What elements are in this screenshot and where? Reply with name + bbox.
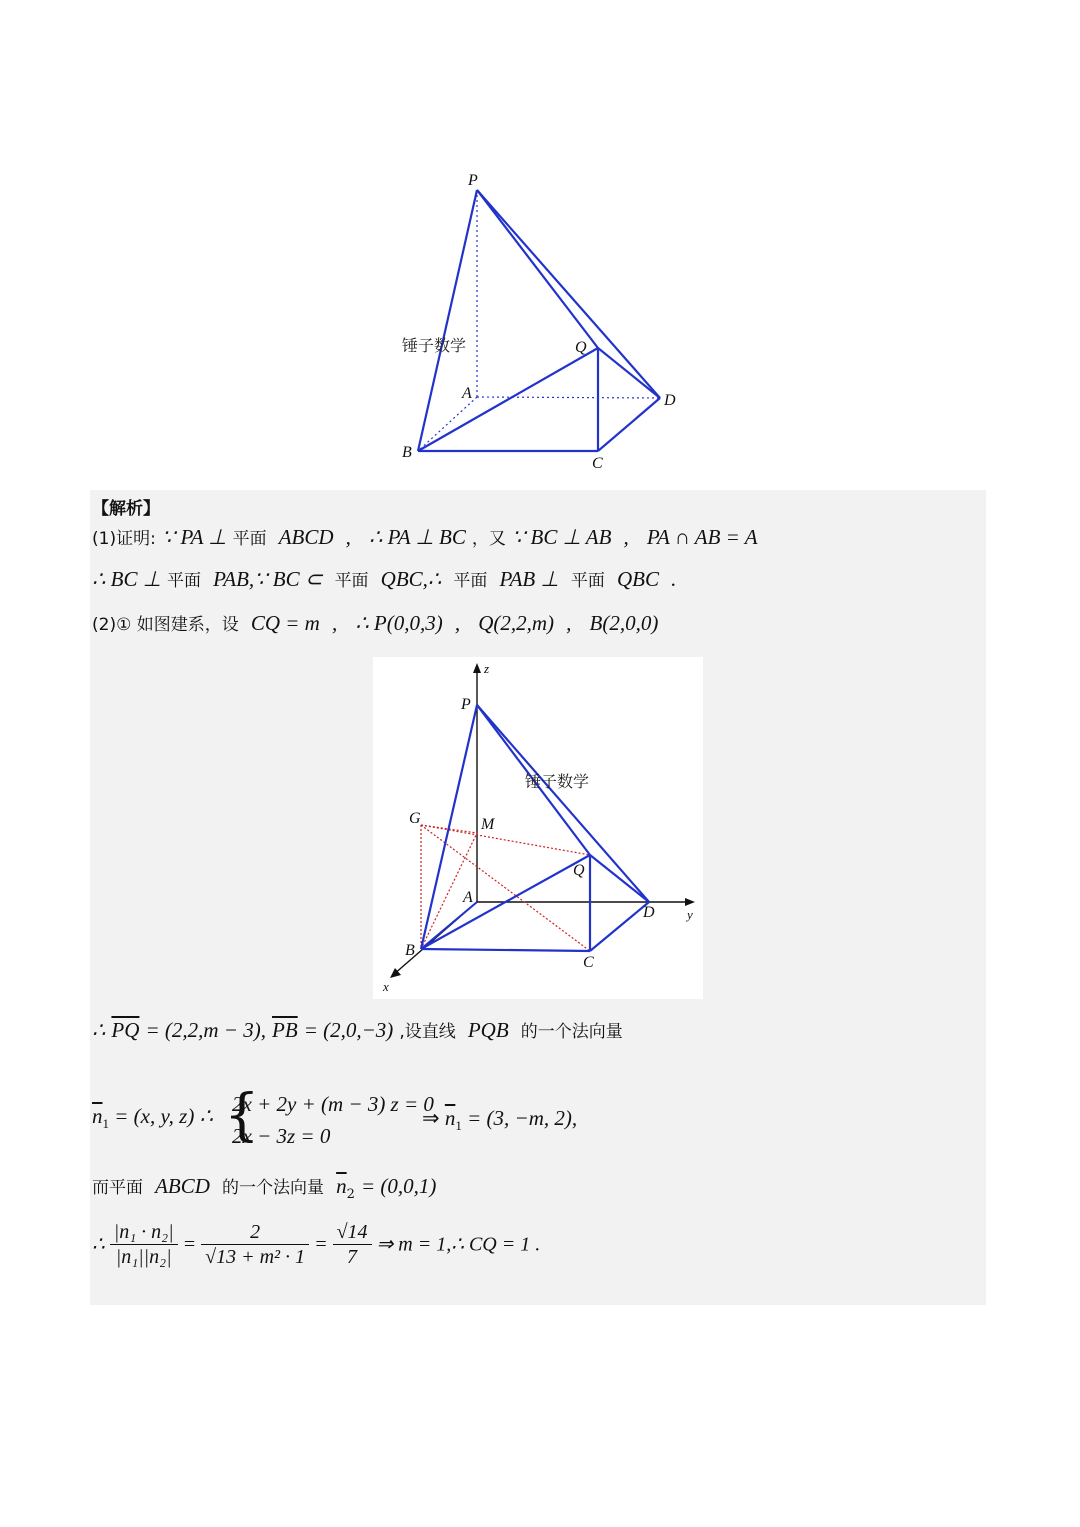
edge-pq bbox=[477, 190, 598, 348]
math: QBC,∴ bbox=[380, 567, 442, 591]
edge-qd bbox=[598, 348, 660, 398]
text: 的一个法向量 bbox=[520, 1022, 623, 1042]
therefore: ∴ bbox=[92, 1233, 105, 1256]
text: ,设直线 bbox=[399, 1022, 456, 1042]
label-d: D bbox=[643, 904, 655, 921]
text: 平面 bbox=[232, 529, 267, 549]
text: 平面 bbox=[453, 571, 488, 591]
numerator: 2 bbox=[201, 1222, 309, 1245]
label-b: B bbox=[405, 942, 415, 959]
edge-ad bbox=[477, 397, 660, 398]
text: 而平面 bbox=[92, 1178, 143, 1198]
math: ∵ PA ⊥ bbox=[161, 525, 227, 549]
edge-qd bbox=[590, 855, 649, 902]
math: , bbox=[331, 611, 338, 635]
equals: = bbox=[314, 1233, 328, 1256]
text: 平面 bbox=[334, 571, 369, 591]
math: PQB bbox=[467, 1018, 509, 1042]
math: = (3, −m, 2), bbox=[467, 1106, 578, 1130]
numerator: |n₁ · n₂| bbox=[110, 1222, 178, 1245]
edge-cd bbox=[590, 902, 649, 951]
math: ∵ BC ⊥ AB bbox=[511, 525, 612, 549]
math: PA ∩ AB = A bbox=[646, 525, 758, 549]
fraction-1 bbox=[110, 1222, 178, 1267]
edge-pb bbox=[418, 190, 477, 451]
z-arrow bbox=[473, 663, 481, 673]
proof-line-2 bbox=[92, 569, 676, 590]
math: PAB,∵ BC ⊂ bbox=[213, 567, 323, 591]
result: ⇒ m = 1,∴ CQ = 1 bbox=[376, 1233, 531, 1256]
text: 平面 bbox=[570, 571, 605, 591]
denominator: √13 + m² · 1 bbox=[205, 1246, 306, 1268]
math: = (2,0,−3) bbox=[303, 1018, 394, 1042]
vector-pb: $\overline{PB}$ bbox=[272, 1018, 298, 1042]
numerator: √14 bbox=[333, 1222, 372, 1245]
math: , bbox=[566, 611, 572, 635]
label-q: Q bbox=[575, 339, 587, 356]
plane-normal-line bbox=[92, 1176, 436, 1201]
math: = (2,2,m − 3), bbox=[145, 1018, 266, 1042]
subscript: 2 bbox=[346, 1186, 355, 1202]
pyramid-figure bbox=[380, 160, 710, 480]
denominator: 7 bbox=[347, 1246, 358, 1268]
text: 的一个法向量 bbox=[222, 1178, 325, 1198]
label-a: A bbox=[463, 889, 473, 906]
fraction-3 bbox=[333, 1222, 372, 1267]
label-c: C bbox=[583, 954, 594, 971]
equation-1: 2x + 2y + (m − 3) z = 0 bbox=[232, 1092, 434, 1116]
edge-ab bbox=[418, 397, 477, 451]
y-arrow bbox=[685, 898, 695, 906]
label-c: C bbox=[592, 455, 603, 472]
label-p: P bbox=[468, 172, 478, 189]
vector-line bbox=[92, 1020, 623, 1041]
watermark: 锤子数学 bbox=[402, 336, 467, 355]
label-d: D bbox=[664, 392, 676, 409]
math: ABCD bbox=[278, 525, 334, 549]
brace: { bbox=[224, 1083, 260, 1148]
math: QBC bbox=[616, 567, 659, 591]
implies: ⇒ bbox=[422, 1106, 440, 1130]
math: , bbox=[345, 525, 351, 549]
label-y: y bbox=[687, 907, 693, 922]
math: B(2,0,0) bbox=[589, 611, 659, 635]
label-g: G bbox=[409, 810, 421, 827]
fraction-2 bbox=[201, 1222, 309, 1267]
math: , bbox=[454, 611, 461, 635]
edge-pd bbox=[477, 705, 649, 902]
label-m: M bbox=[481, 816, 495, 833]
text: ，又 bbox=[471, 529, 506, 549]
math: Q(2,2,m) bbox=[478, 611, 555, 635]
part-label: (1)证明: bbox=[92, 529, 156, 549]
edge-bq bbox=[418, 348, 598, 451]
math: = (0,0,1) bbox=[360, 1174, 437, 1198]
math: = (x, y, z) ∴ bbox=[114, 1104, 213, 1128]
math: ∴ PA ⊥ BC bbox=[369, 525, 466, 549]
solution-heading: 【解析】 bbox=[92, 499, 160, 519]
label-p: P bbox=[461, 696, 471, 713]
math: , bbox=[623, 525, 629, 549]
equals: = bbox=[182, 1233, 197, 1256]
label-x: x bbox=[383, 979, 389, 994]
label-q: Q bbox=[573, 862, 585, 879]
subscript: 1 bbox=[102, 1116, 109, 1132]
n1-definition bbox=[92, 1104, 213, 1132]
math: ∴ bbox=[92, 1018, 106, 1042]
text: 平面 bbox=[167, 571, 202, 591]
math: PAB ⊥ bbox=[499, 567, 559, 591]
math: ∴ BC ⊥ bbox=[92, 567, 161, 591]
vector-n1: $\overline{n}$ bbox=[444, 1106, 456, 1130]
solution-line-3 bbox=[92, 613, 658, 634]
proof-line-1 bbox=[92, 527, 758, 548]
vector-n2: $\overline{n}$ bbox=[336, 1174, 347, 1198]
text: (2)① 如图建系，设 bbox=[92, 615, 239, 635]
coordinate-figure bbox=[373, 657, 703, 999]
edge-bc bbox=[421, 949, 590, 951]
cosine-line bbox=[92, 1222, 540, 1267]
label-z: z bbox=[484, 661, 490, 676]
label-b: B bbox=[402, 444, 412, 461]
math: ∴ P(0,0,3) bbox=[355, 611, 443, 635]
n1-result bbox=[422, 1106, 577, 1134]
label-a: A bbox=[462, 385, 472, 402]
math: . bbox=[671, 567, 677, 591]
subscript: 1 bbox=[455, 1118, 462, 1134]
denominator: |n₁||n₂| bbox=[115, 1246, 172, 1268]
math: ABCD bbox=[155, 1174, 210, 1198]
vector-n1: $\overline{n}$ bbox=[92, 1104, 103, 1128]
math: CQ = m bbox=[250, 611, 320, 635]
period: . bbox=[535, 1233, 541, 1256]
equation-2: 2x − 3z = 0 bbox=[232, 1124, 331, 1148]
vector-pq: $\overline{PQ}$ bbox=[111, 1018, 140, 1042]
dotted-gc bbox=[421, 825, 590, 951]
watermark: 锤子数学 bbox=[525, 772, 590, 791]
edge-pd bbox=[477, 190, 660, 398]
edge-cd bbox=[598, 398, 660, 451]
